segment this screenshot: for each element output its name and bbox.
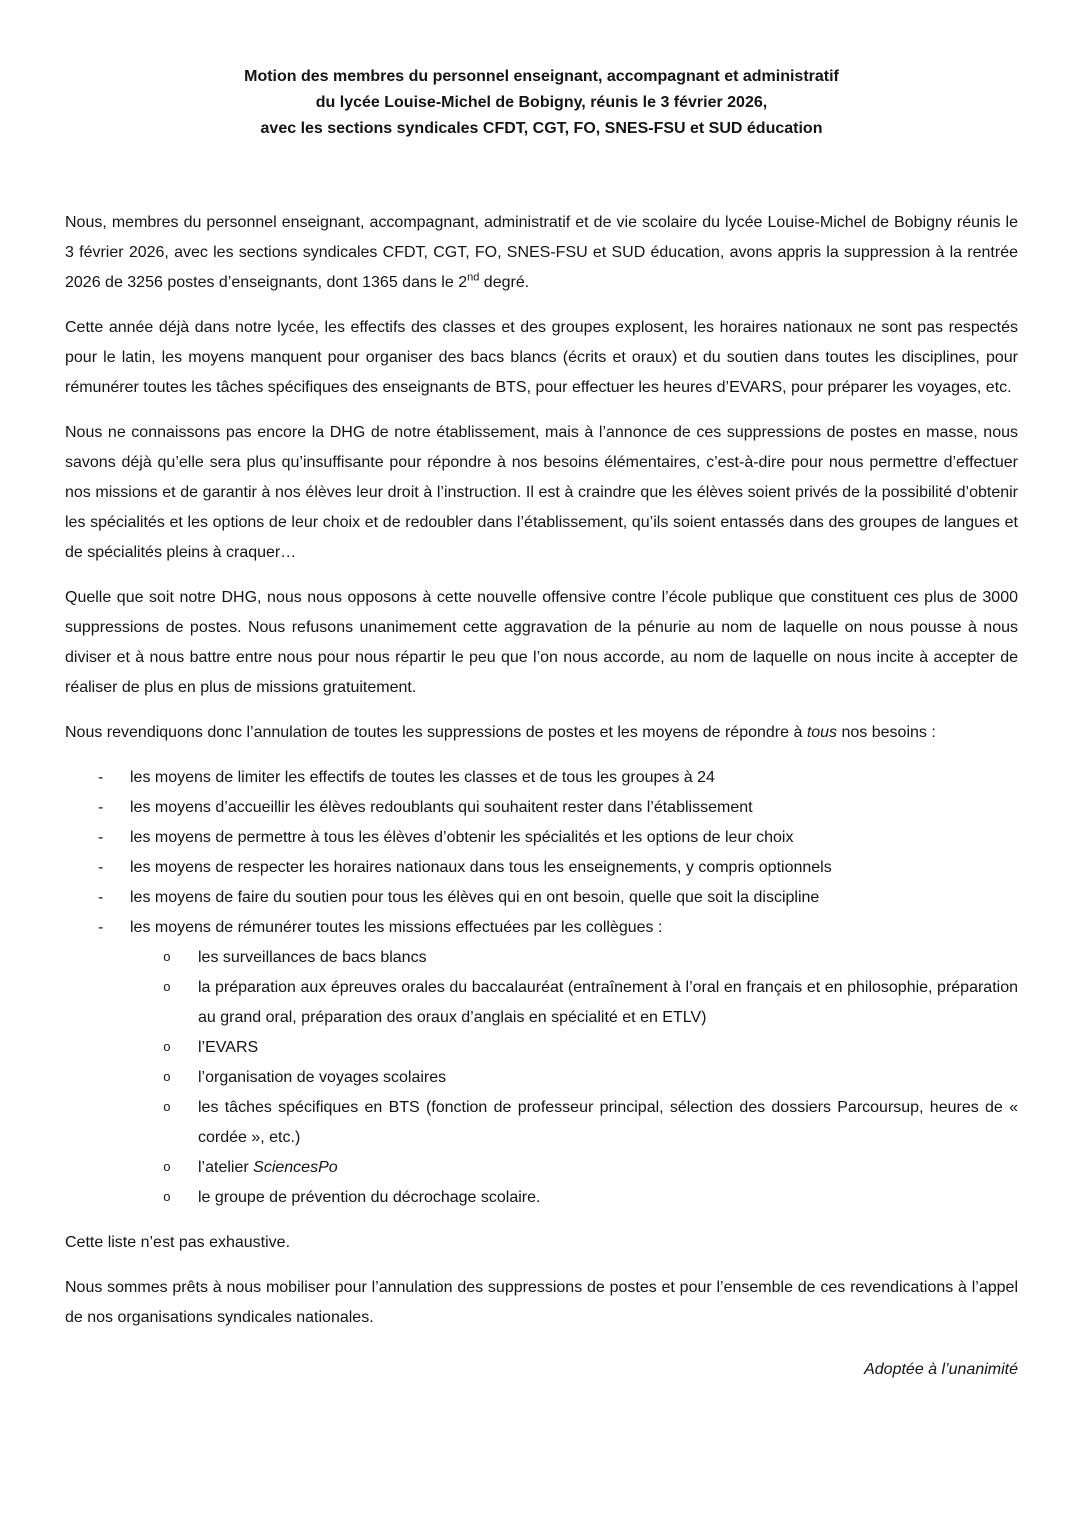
circle-bullet: o — [163, 1160, 171, 1175]
sub-list-item-text: l’EVARS — [198, 1039, 259, 1056]
sub-list-item-text: la préparation aux épreuves orales du baccalauréat (entraînement à l’oral en français et en philosophie, préparation au grand oral, préparation des oraux d’anglais en spécialité et en ETLV) — [198, 979, 1018, 1026]
circle-bullet: o — [163, 1190, 171, 1205]
atelier-name: SciencesPo — [253, 1159, 338, 1176]
dash-bullet: - — [98, 889, 104, 906]
list-item — [65, 853, 1018, 883]
dash-bullet: - — [98, 829, 104, 846]
title-line-3: avec les sections syndicales CFDT, CGT, FO, SNES-FSU et SUD éducation — [260, 120, 823, 137]
paragraph-dhg: Nous ne connaissons pas encore la DHG de notre établissement, mais à l’annonce de ces suppressions de postes en masse, nous savons déjà qu’elle sera plus qu’insuffisante pour répondre à nos besoins élémentaires, c’est-à-dire pour nous permettre d’effectuer nos missions et de garantir à nos élèves leur droit à l’instruction. Il est à craindre que les élèves soient privés de la possibilité d’obtenir les spécialités et les options de leur choix et de redoubler dans l’établissement, qu’ils soient entassés dans des groupes de langues et de spécialités pleins à craquer… — [65, 424, 1018, 561]
paragraph-opposition: Quelle que soit notre DHG, nous nous opposons à cette nouvelle offensive contre l’école publique que constituent ces plus de 3000 suppressions de postes. Nous refusons unanimement cette aggravation de la pénurie au nom de laquelle on nous pousse à nous diviser et à nous battre entre nous pour nous répartir le peu que l’on nous accorde, au nom de laquelle on nous incite à accepter de réaliser de plus en plus de missions gratuitement. — [65, 589, 1018, 696]
circle-bullet: o — [163, 980, 171, 995]
sub-list-item — [65, 943, 1018, 973]
circle-bullet: o — [163, 950, 171, 965]
paragraph-intro — [65, 208, 1018, 298]
sub-list-item-text — [198, 1153, 1018, 1183]
sub-list-item-text: l’organisation de voyages scolaires — [198, 1069, 447, 1086]
list-item — [65, 823, 1018, 853]
adoption-signature: Adoptée à l’unanimité — [864, 1361, 1018, 1378]
list-item-text: les moyens d’accueillir les élèves redoublants qui souhaitent rester dans l’établissement — [130, 799, 753, 816]
title-line-1: Motion des membres du personnel enseignant, accompagnant et administratif — [244, 68, 839, 85]
list-item-text: les moyens de rémunérer toutes les missions effectuées par les collègues : — [130, 919, 663, 936]
list-item-text: les moyens de faire du soutien pour tous les élèves qui en ont besoin, quelle que soit la discipline — [130, 889, 820, 906]
list-item — [65, 793, 1018, 823]
paragraph-demands-lead — [65, 718, 1018, 748]
sub-list-item — [65, 1063, 1018, 1093]
sub-list-item-text: le groupe de prévention du décrochage scolaire. — [198, 1189, 541, 1206]
paragraph-intro-text: Nous, membres du personnel enseignant, accompagnant, administratif et de vie scolaire du lycée Louise-Michel de Bobigny réunis le 3 février 2026, avec les sections syndicales CFDT, CGT, FO, SNES-FSU et SUD éducation, avons appris la suppression à la rentrée 2026 de 3256 postes d’enseignants, dont 1365 dans le 2 — [65, 214, 1018, 291]
sub-list-item — [65, 1093, 1018, 1153]
dash-bullet: - — [98, 919, 104, 936]
list-item-text: les moyens de respecter les horaires nationaux dans tous les enseignements, y compris optionnels — [130, 859, 832, 876]
ordinal-superscript: nd — [467, 271, 480, 284]
circle-bullet: o — [163, 1100, 171, 1115]
paragraph-not-exhaustive: Cette liste n’est pas exhaustive. — [65, 1234, 291, 1251]
list-item-text: les moyens de permettre à tous les élèves d’obtenir les spécialités et les options de leur choix — [130, 829, 794, 846]
demands-lead-text: Nous revendiquons donc l’annulation de toutes les suppressions de postes et les moyens de répondre à — [65, 724, 807, 741]
title-line-2: du lycée Louise-Michel de Bobigny, réunis le 3 février 2026, — [315, 94, 768, 111]
dash-bullet: - — [98, 769, 104, 786]
sub-list-item — [65, 973, 1018, 1033]
demands-lead-end: nos besoins : — [837, 724, 936, 741]
demands-lead-emphasis: tous — [806, 724, 838, 741]
dash-bullet: - — [98, 859, 104, 876]
sub-list-item-text: les surveillances de bacs blancs — [198, 949, 427, 966]
paragraph-situation: Cette année déjà dans notre lycée, les effectifs des classes et des groupes explosent, les horaires nationaux ne sont pas respectés pour le latin, les moyens manquent pour organiser des bacs blancs (écrits et oraux) et du soutien dans toutes les disciplines, pour rémunérer toutes les tâches spécifiques des enseignants de BTS, pour effectuer les heures d’EVARS, pour préparer les voyages, etc. — [65, 319, 1018, 396]
paragraph-mobilisation: Nous sommes prêts à nous mobiliser pour l’annulation des suppressions de postes et pour l’ensemble de ces revendications à l’appel de nos organisations syndicales nationales. — [65, 1279, 1018, 1326]
circle-bullet: o — [163, 1070, 171, 1085]
list-item — [65, 913, 1018, 943]
atelier-prefix: l’atelier — [198, 1159, 254, 1176]
sub-list-item — [65, 1183, 1018, 1213]
sub-list-item — [65, 1033, 1018, 1063]
dash-bullet: - — [98, 799, 104, 816]
document-title — [65, 64, 1018, 142]
demands-list — [65, 763, 1018, 1213]
list-item — [65, 763, 1018, 793]
paragraph-intro-end: degré. — [479, 274, 530, 291]
list-item — [65, 883, 1018, 913]
circle-bullet: o — [163, 1040, 171, 1055]
list-item-text: les moyens de limiter les effectifs de toutes les classes et de tous les groupes à 24 — [130, 769, 715, 786]
sub-list-item-text: les tâches spécifiques en BTS (fonction de professeur principal, sélection des dossiers Parcoursup, heures de « cordée », etc.) — [198, 1099, 1018, 1146]
sub-list-item — [65, 1153, 1018, 1183]
